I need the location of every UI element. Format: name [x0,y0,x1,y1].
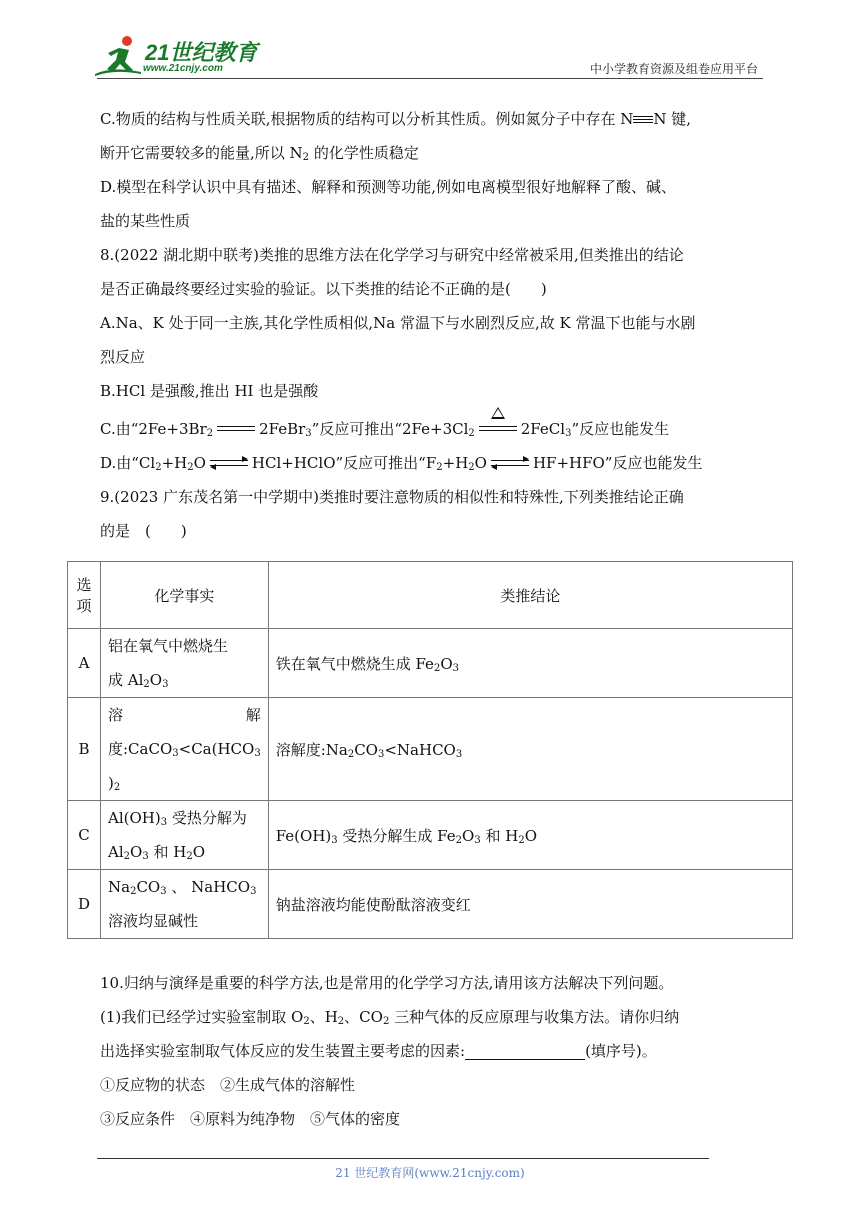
q10-part1-line2: 出选择实验室制取气体反应的发生装置主要考虑的因素: (填序号)。 [100,1042,657,1060]
row-fact: $Na_2CO_3$ 、 NaHCO$_3$ 溶液均显碱性 [101,870,269,939]
option-c-line2: 断开它需要较多的能量,所以 $N_2$ 的化学性质稳定 [100,144,419,163]
row-option: C [68,801,101,870]
reversible-arrow-icon [210,457,248,471]
option-d-line1: D.模型在科学认识中具有描述、解释和预测等功能,例如电离模型很好地解释了酸、碱、 [100,178,677,196]
header-option: 选 项 [68,562,101,629]
q8-stem-line2: 是否正确最终要经过实验的验证。以下类推的结论不正确的是( ) [100,280,547,298]
table-row [68,801,793,870]
q8-option-d: D.由“$Cl_2+H_2O$ HCl+HClO”反应可推出“$F_2+H_2O$ HF+HFO”反应也能发生 [100,454,703,473]
runner-logo-icon [93,34,145,78]
question-10 [100,966,768,1136]
option-d-line2: 盐的某些性质 [100,212,191,230]
row-fact: $Al(OH)_3$ 受热分解为 $Al_2O_3$ 和 $H_2O$ [101,801,269,870]
row-conclusion: $Fe(OH)_3$ 受热分解生成 $Fe_2O_3$ 和 $H_2O$ [268,801,792,870]
logo-text: 21世纪教育 [145,40,258,65]
q10-choices-1: ①反应物的状态 ②生成气体的溶解性 [100,1076,356,1094]
q8-option-a-line1: A.Na、K 处于同一主族,其化学性质相似,Na 常温下与水剧烈反应,故 K 常温下也能与水剧 [100,314,696,332]
reversible-arrow-icon [491,457,529,471]
q10-choices-2: ③反应条件 ④原料为纯净物 ⑤气体的密度 [100,1110,401,1128]
site-logo [93,34,263,80]
row-conclusion: 钠盐溶液均能使酚酞溶液变红 [268,870,792,939]
table-row [68,629,793,698]
header-conclusion: 类推结论 [268,562,792,629]
header-divider [97,78,763,79]
row-option: B [68,698,101,801]
row-option: D [68,870,101,939]
row-fact: 铝在氧气中燃烧生 成 $Al_2O_3$ [101,629,269,698]
triple-bond-symbol [633,115,653,125]
q10-stem: 10.归纳与演绎是重要的科学方法,也是常用的化学学习方法,请用该方法解决下列问题。 [100,974,674,992]
platform-title: 中小学教育资源及组卷应用平台 [589,62,758,76]
row-conclusion: 溶解度$:Na_2CO_3<NaHCO_3$ [268,698,792,801]
q9-table [67,561,793,939]
answer-blank[interactable] [465,1041,585,1060]
logo-url: www.21cnjy.com [143,63,223,74]
header-fact: 化学事实 [101,562,269,629]
heating-equals-sign [479,423,517,437]
page-footer[interactable]: 21 世纪教育网(www.21cnjy.com) [335,1166,525,1180]
row-conclusion: 铁在氧气中燃烧生成 $Fe_2O_3$ [268,629,792,698]
q8-option-b: B.HCl 是强酸,推出 HI 也是强酸 [100,382,319,400]
equals-sign [217,423,255,437]
footer-divider [97,1158,709,1159]
row-fact: 溶 解 度$:CaCO_3<Ca(HCO_3$ )$_2$ [101,698,269,801]
option-c-line1: C.物质的结构与性质关联,根据物质的结构可以分析其性质。例如氮分子中存在 N N 键, [100,110,692,128]
table-header-row [68,562,793,629]
q9-stem-line2: 的是 ( ) [100,522,187,540]
heat-triangle-icon [491,407,505,419]
q10-part1-line1: (1)我们已经学过实验室制取 $O_2$、$H_2$、$CO_2$ 三种气体的反应原理与收集方法。请你归纳 [100,1008,680,1027]
q8-option-a-line2: 烈反应 [100,348,146,366]
table-row [68,870,793,939]
table-row [68,698,793,801]
question-content [100,102,768,548]
q9-stem-line1: 9.(2023 广东茂名第一中学期中)类推时要注意物质的相似性和特殊性,下列类推结论正确 [100,488,684,506]
page-header [0,0,860,80]
q8-stem-line1: 8.(2022 湖北期中联考)类推的思维方法在化学学习与研究中经常被采用,但类推出的结论 [100,246,684,264]
q8-option-c: C.由“$2Fe+3Br_2$ 2FeBr$_3$”反应可推出“$2Fe+3Cl_2$ 2FeCl$_3$”反应也能发生 [100,408,768,446]
row-option: A [68,629,101,698]
